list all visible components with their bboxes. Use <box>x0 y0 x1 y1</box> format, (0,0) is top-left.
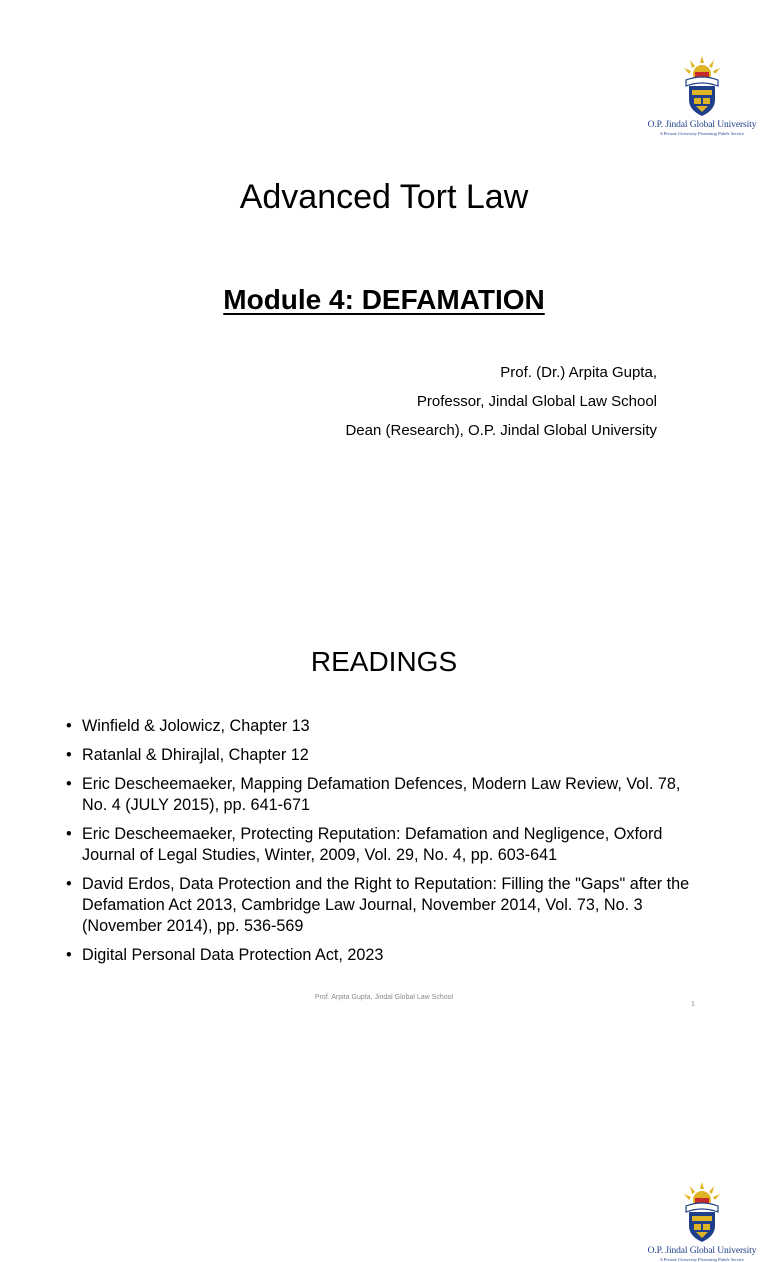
list-item <box>66 716 706 737</box>
bullet-icon: • <box>66 717 72 735</box>
author-position: Professor, Jindal Global Law School <box>416 393 657 410</box>
bullet-icon: • <box>66 946 72 964</box>
logo-tagline: A Private University Promoting Public Service <box>659 131 745 136</box>
slide-title: Advanced Tort Law <box>239 178 529 216</box>
page-number: 1 <box>691 1001 695 1008</box>
title-slide <box>0 0 768 510</box>
university-logo <box>642 1182 762 1262</box>
logo-name: O.P. Jindal Global University <box>647 1246 757 1256</box>
readings-list <box>66 716 706 974</box>
logo-name: O.P. Jindal Global University <box>647 120 757 130</box>
reading-text: Eric Descheemaeker, Mapping Defamation Defences, Modern Law Review, Vol. 78, No. 4 (JULY 2015), pp. 641-671 <box>82 775 681 814</box>
bullet-icon: • <box>66 825 72 843</box>
crest-icon <box>682 56 722 118</box>
list-item <box>66 874 706 937</box>
module-title: Module 4: DEFAMATION <box>223 284 545 315</box>
list-item <box>66 745 706 766</box>
list-item <box>66 824 706 866</box>
bullet-icon: • <box>66 775 72 793</box>
logo-tagline: A Private University Promoting Public Service <box>659 1257 745 1262</box>
bullet-icon: • <box>66 746 72 764</box>
bullet-icon: • <box>66 875 72 893</box>
list-item <box>66 774 706 816</box>
reading-text: Digital Personal Data Protection Act, 2023 <box>82 946 384 964</box>
crest-icon <box>682 1182 722 1244</box>
reading-text: David Erdos, Data Protection and the Right to Reputation: Filling the "Gaps" after the Defamation Act 2013, Cambridge Law Journal, November 2014, Vol. 73, No. 3 (November 2014), pp. 536-569 <box>82 875 690 935</box>
reading-text: Winfield & Jolowicz, Chapter 13 <box>82 717 310 735</box>
slide-footer: Prof. Arpita Gupta, Jindal Global Law School <box>314 994 454 1001</box>
author-block <box>345 358 657 445</box>
reading-text: Ratanlal & Dhirajlal, Chapter 12 <box>82 746 309 764</box>
readings-heading: READINGS <box>310 646 458 677</box>
reading-text: Eric Descheemaeker, Protecting Reputation: Defamation and Negligence, Oxford Journal of Legal Studies, Winter, 2009, Vol. 29, No. 4, pp. 603-641 <box>82 825 663 864</box>
list-item <box>66 945 706 966</box>
author-role: Dean (Research), O.P. Jindal Global University <box>345 422 657 439</box>
author-name: Prof. (Dr.) Arpita Gupta, <box>500 364 657 381</box>
university-logo <box>642 56 762 136</box>
